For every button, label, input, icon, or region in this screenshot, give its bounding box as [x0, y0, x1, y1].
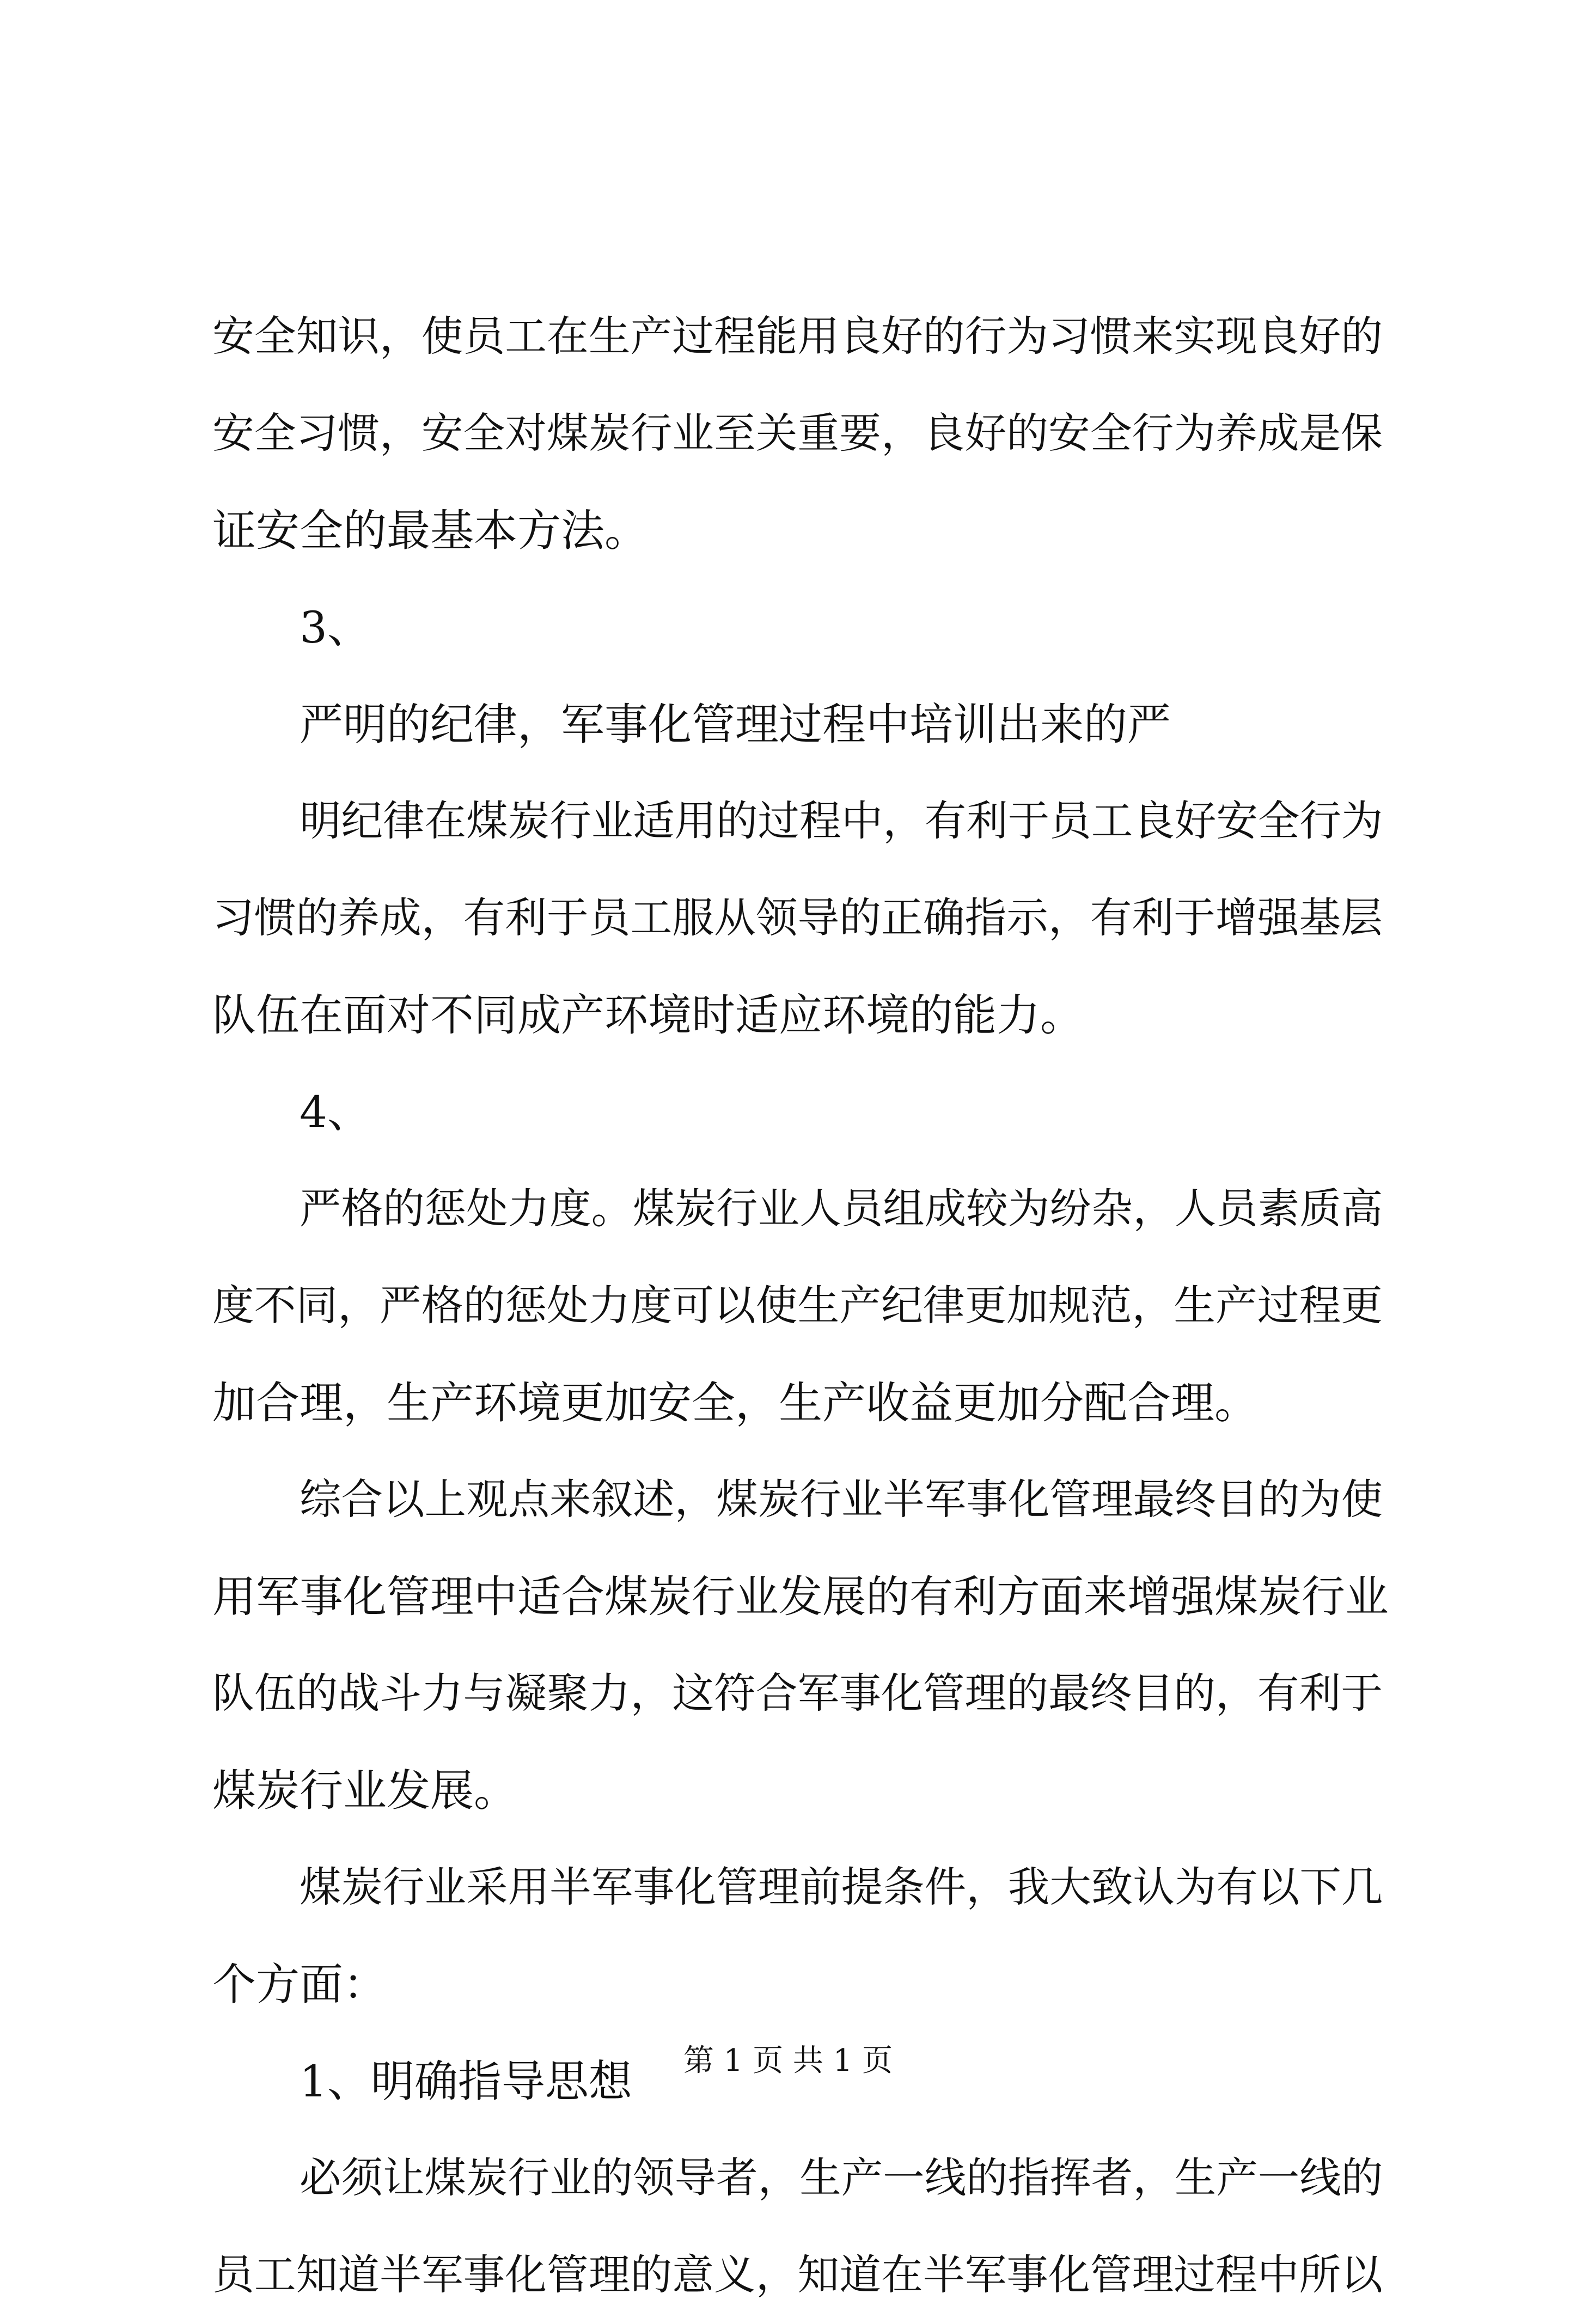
text-line: 员工知道半军事化管理的意义，知道在半军事化管理过程中所以: [212, 2251, 1383, 2299]
text-line: 度不同，严格的惩处力度可以使生产纪律更加规范，生产过程更: [212, 1282, 1383, 1330]
document-body: [212, 289, 1389, 2324]
text-line: 队伍在面对不同成产环境时适应环境的能力。: [212, 990, 1084, 1041]
text-line: 4、: [300, 1087, 371, 1137]
text-line: 队伍的战斗力与凝聚力，这符合军事化管理的最终目的，有利于: [212, 1669, 1383, 1718]
text-line: 严格的惩处力度。煤炭行业人员组成较为纷杂，人员素质高: [300, 1185, 1383, 1233]
page-footer: 第 1 页 共 1 页: [683, 2043, 893, 2078]
text-line: 1、明确指导思想: [300, 2056, 632, 2107]
text-line: 综合以上观点来叙述，煤炭行业半军事化管理最终目的为使: [300, 1476, 1383, 1524]
text-line: 证安全的最基本方法。: [212, 505, 648, 556]
text-line: 严明的纪律，军事化管理过程中培训出来的严: [300, 699, 1171, 750]
text-line: 必须让煤炭行业的领导者，生产一线的指挥者，生产一线的: [300, 2154, 1383, 2203]
text-line: 个方面：: [212, 1959, 387, 2010]
text-line: 安全习惯，安全对煤炭行业至关重要，良好的安全行为养成是保: [212, 409, 1383, 458]
text-line: 3、: [300, 602, 371, 653]
text-line: 加合理，生产环境更加安全，生产收益更加分配合理。: [212, 1378, 1258, 1428]
text-line: 煤炭行业采用半军事化管理前提条件，我大致认为有以下几: [300, 1863, 1383, 1912]
text-line: 习惯的养成，有利于员工服从领导的正确指示，有利于增强基层: [212, 894, 1383, 943]
text-line: 明纪律在煤炭行业适用的过程中，有利于员工良好安全行为: [300, 797, 1383, 846]
text-line: 煤炭行业发展。: [212, 1765, 517, 1816]
text-line: 用军事化管理中适合煤炭行业发展的有利方面来增强煤炭行业: [212, 1571, 1389, 1622]
text-line: 安全知识，使员工在生产过程能用良好的行为习惯来实现良好的: [212, 313, 1383, 361]
